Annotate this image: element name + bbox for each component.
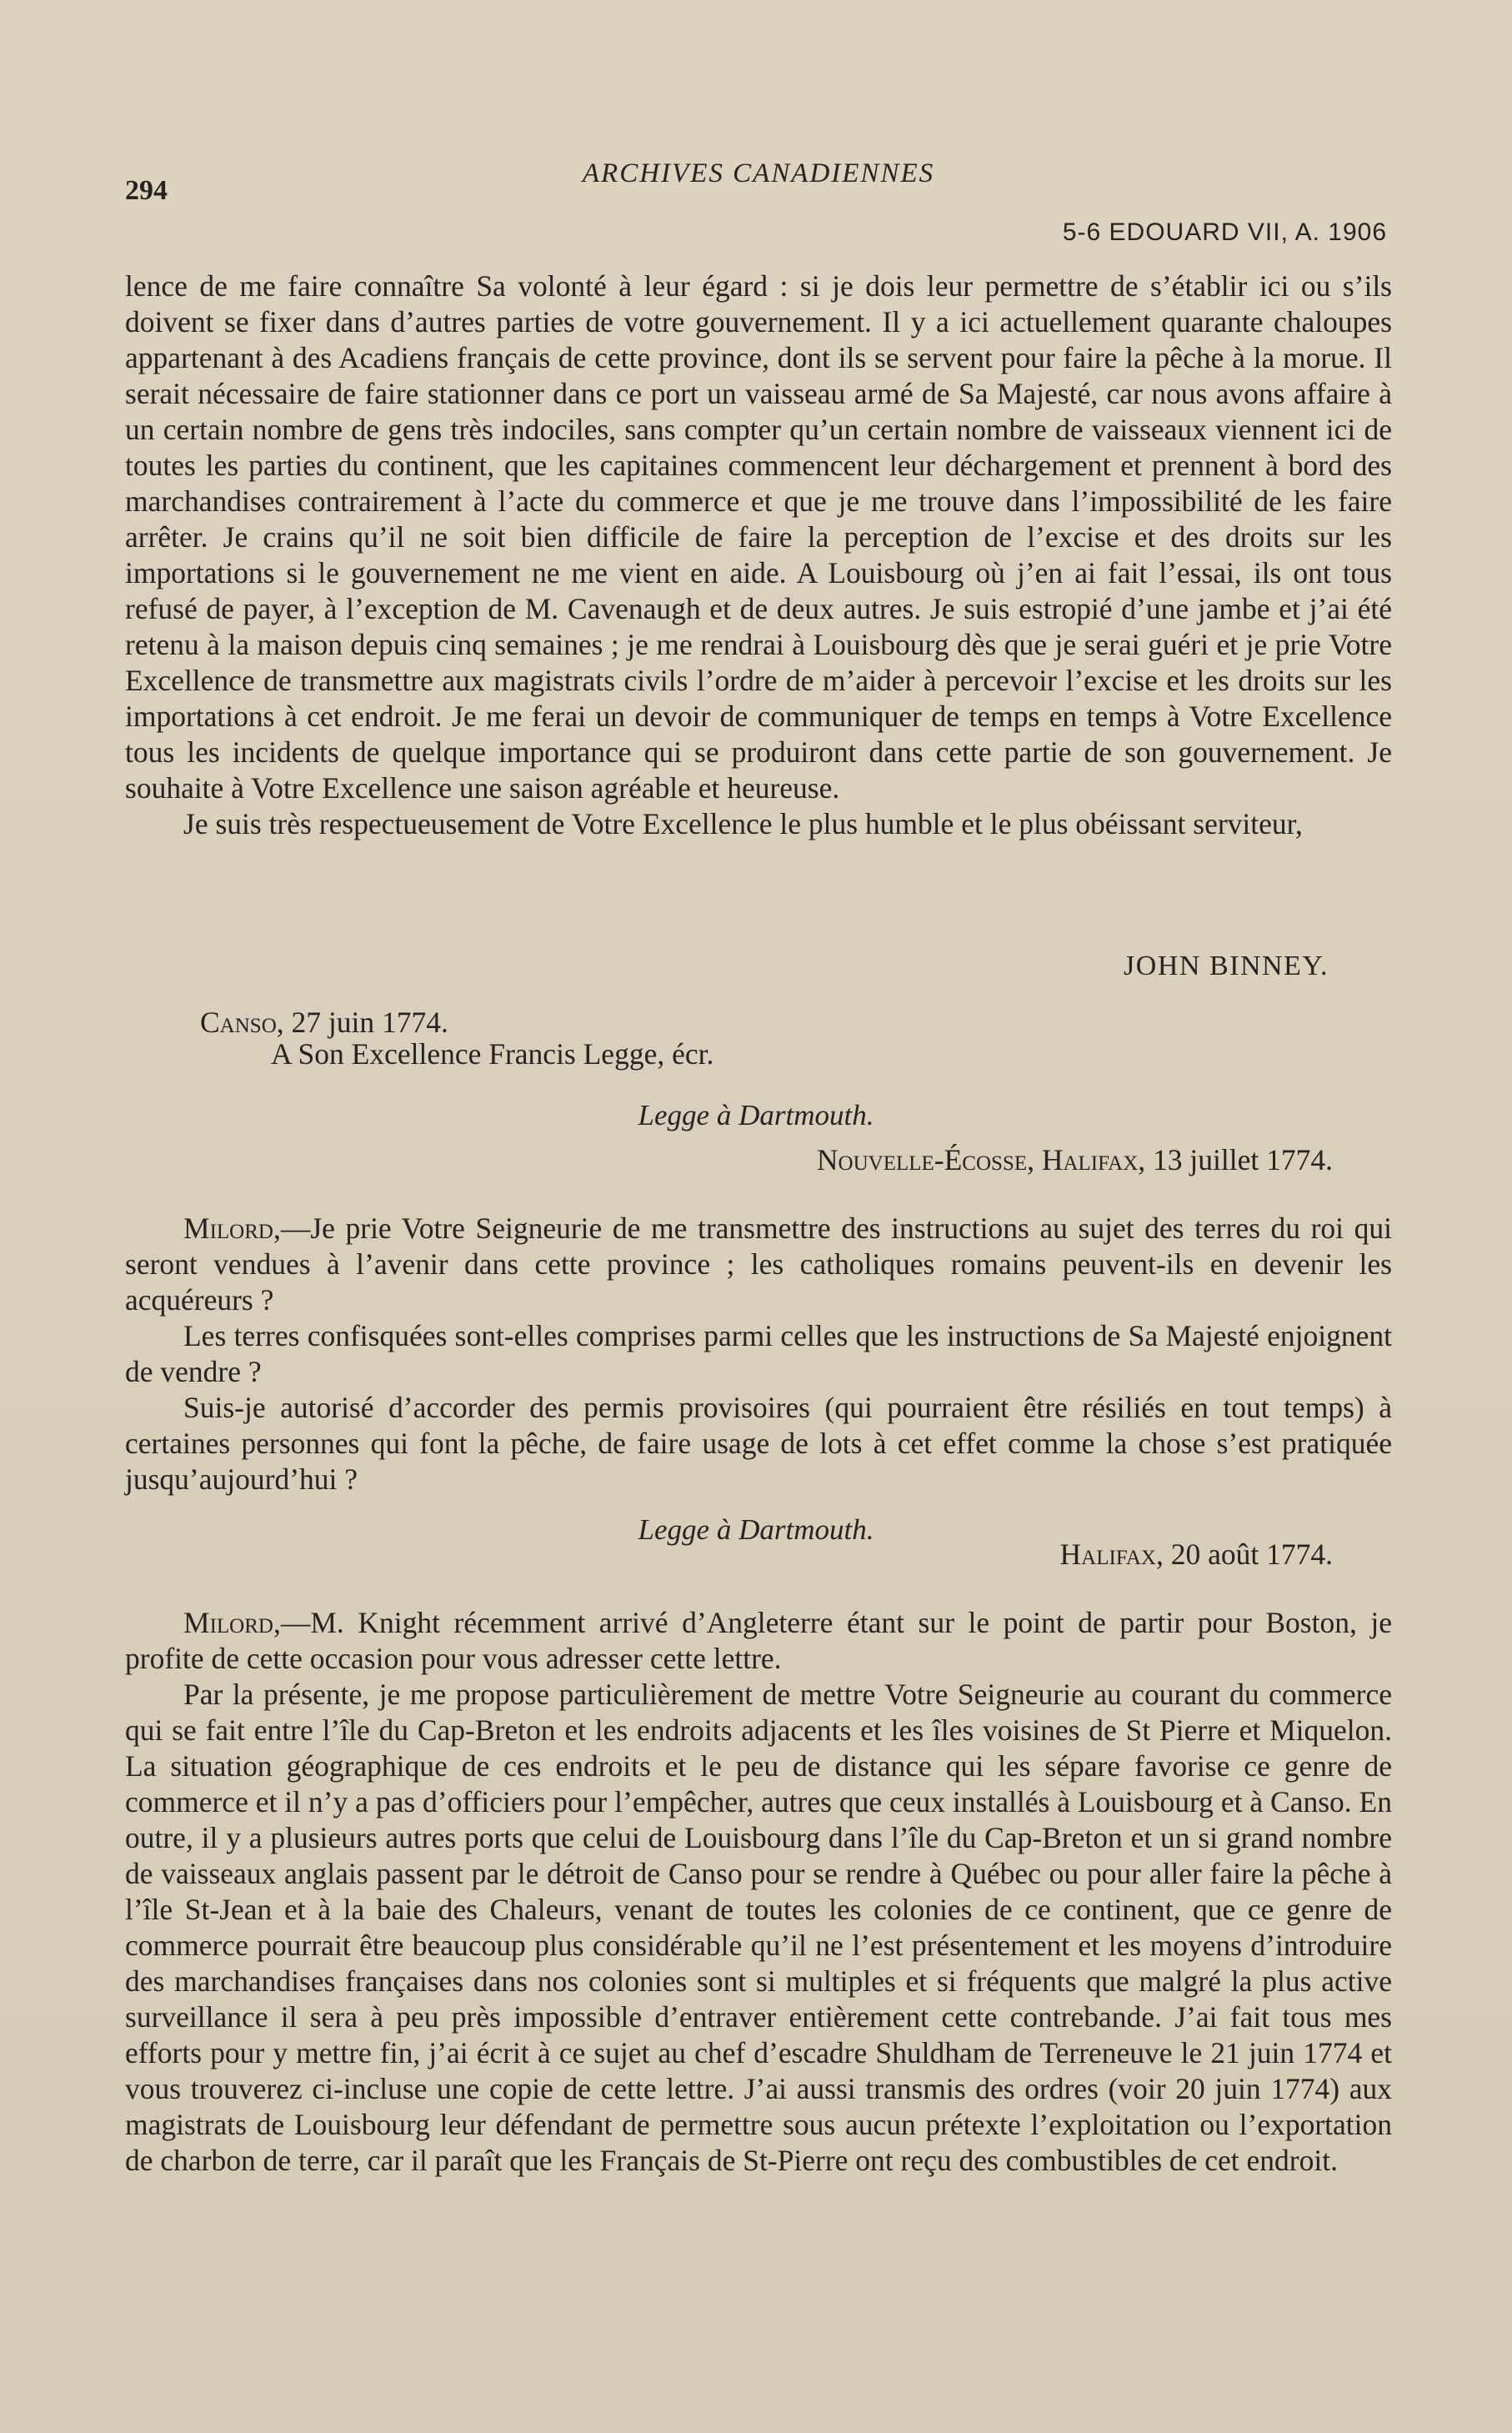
salutation: Milord	[183, 1211, 273, 1245]
letter-2-dateline: Nouvelle-Écosse, Halifax, 13 juillet 1774.	[816, 1143, 1333, 1176]
paragraph: Par la présente, je me propose particulièrement de mettre Votre Seigneurie au courant du commerce qui se fait entre l’île du Cap-Breton et les endroits adjacents et les îles voisines de St Pierre et Miquelon. La situation géographique de ces endroits et le peu de distance qui les sépare favorise ce genre de commerce et il n’y a pas d’officiers pour l’empêcher, autres que ceux installés à Louisbourg et à Canso. En outre, il y a plusieurs autres ports que celui de Louisbourg dans l’île du Cap-Breton et un si grand nombre de vaisseaux anglais passent par le détroit de Canso pour se rendre à Québec ou pour aller faire la pêche à l’île St-Jean et à la baie des Chaleurs, venant de toutes les colonies de ce continent, que ce genre de commerce pourrait être beaucoup plus considérable qu’il ne l’est présentement et les moyens d’introduire des marchandises françaises dans nos colonies sont si multiples et si fréquents que malgré la plus active surveillance il sera à peu près impossible d’entraver entièrement cette contrebande. J’ai fait tous mes efforts pour y mettre fin, j’ai écrit à ce sujet au chef d’escadre Shuldham de Terreneuve le 21 juin 1774 et vous trouverez ci-incluse une copie de cette lettre. J’ai aussi transmis des ordres (voir 20 juin 1774) aux magistrats de Louisbourg leur défendant de permettre sous aucun prétexte l’exploitation ou l’exportation de charbon de terre, car il paraît que les Français de St-Pierre ont reçu des combustibles de cet endroit.	[125, 1678, 1392, 2177]
dateline-place: Nouvelle-Écosse	[816, 1143, 1028, 1176]
letter-3-heading: Legge à Dartmouth.	[638, 1513, 874, 1546]
letter-2-heading: Legge à Dartmouth.	[638, 1099, 874, 1131]
signature: JOHN BINNEY.	[1124, 951, 1329, 981]
session-label: 5-6 EDOUARD VII, A. 1906	[1062, 218, 1387, 246]
paragraph	[125, 1211, 1392, 1318]
paragraph-text: ,—Je prie Votre Seigneurie de me transmettre des instructions au sujet des terres du roi qui seront vendues à l’avenir dans cette province ; les catholiques romains peuvent-ils en devenir les acquéreurs ?	[125, 1211, 1392, 1317]
dateline-city: Halifax	[1041, 1143, 1139, 1176]
page-header	[125, 158, 1392, 208]
addressee: A Son Excellence Francis Legge, écr.	[271, 1037, 714, 1071]
place-label: Canso	[200, 1006, 277, 1039]
letter-3-dateline	[1060, 1537, 1333, 1572]
paragraph: lence de me faire connaître Sa volonté à leur égard : si je dois leur permettre de s’établir ici ou s’ils doivent se fixer dans d’autres parties de votre gouvernement. Il y a ici actuellement quarante chaloupes appartenant à des Acadiens français de cette province, dont ils se servent pour faire la pêche à la morue. Il serait nécessaire de faire stationner dans ce port un vaisseau armé de Sa Majesté, car nous avons affaire à un certain nombre de gens très indociles, sans compter qu’un certain nombre de vaisseaux viennent ici de toutes les parties du continent, que les capitaines commencent leur déchargement et prennent à bord des marchandises contrairement à l’acte du commerce et que je me trouve dans l’impossibilité de les faire arrêter. Je crains qu’il ne soit bien difficile de faire la perception de l’excise et des droits sur les importations si le gouvernement ne me vient en aide. A Louisbourg où j’en ai fait l’essai, ils ont tous refusé de payer, à l’exception de M. Cavenaugh et de deux autres. Je suis estropié d’une jambe et j’ai été retenu à la maison depuis cinq semaines ; je me rendrai à Louisbourg dès que je serai guéri et je prie Votre Excellence de transmettre aux magistrats civils l’ordre de m’aider à percevoir l’excise et les droits sur les importations à cet endroit. Je me ferai un devoir de communiquer de temps en temps à Votre Excellence tous les incidents de quelque importance qui se produiront dans cette partie de son gouvernement. Je souhaite à Votre Excellence une saison agréable et heureuse.	[125, 269, 1392, 805]
paragraph-text: ,—M. Knight récemment arrivé d’Angleterre étant sur le point de partir pour Boston, je profite de cette occasion pour vous adresser cette lettre.	[125, 1606, 1392, 1675]
paragraph: Suis-je autorisé d’accorder des permis provisoires (qui pourraient être résiliés en tout temps) à certaines personnes qui font la pêche, de faire usage de lots à cet effet comme la chose s’est pratiquée jusqu’aujourd’hui ?	[125, 1391, 1392, 1496]
dateline-date: , 13 juillet 1774.	[1138, 1143, 1333, 1176]
running-title: ARCHIVES CANADIENNES	[582, 158, 935, 188]
dateline-city: Halifax	[1059, 1538, 1156, 1571]
letter-2-body	[125, 1211, 1392, 1497]
salutation: Milord	[183, 1606, 273, 1639]
place-date: , 27 juin 1774.	[276, 1006, 448, 1039]
paragraph: Les terres confisquées sont-elles comprises parmi celles que les instructions de Sa Majesté enjoignent de vendre ?	[125, 1319, 1392, 1388]
letter-1-body	[125, 268, 1392, 842]
paragraph	[125, 1605, 1392, 1677]
place-date-line	[200, 1005, 448, 1040]
letter-3-body	[125, 1605, 1392, 2179]
dateline-date: , 20 août 1774.	[1156, 1538, 1333, 1571]
page-number: 294	[125, 175, 168, 206]
paragraph: Je suis très respectueusement de Votre Excellence le plus humble et le plus obéissant serviteur,	[183, 807, 1303, 840]
